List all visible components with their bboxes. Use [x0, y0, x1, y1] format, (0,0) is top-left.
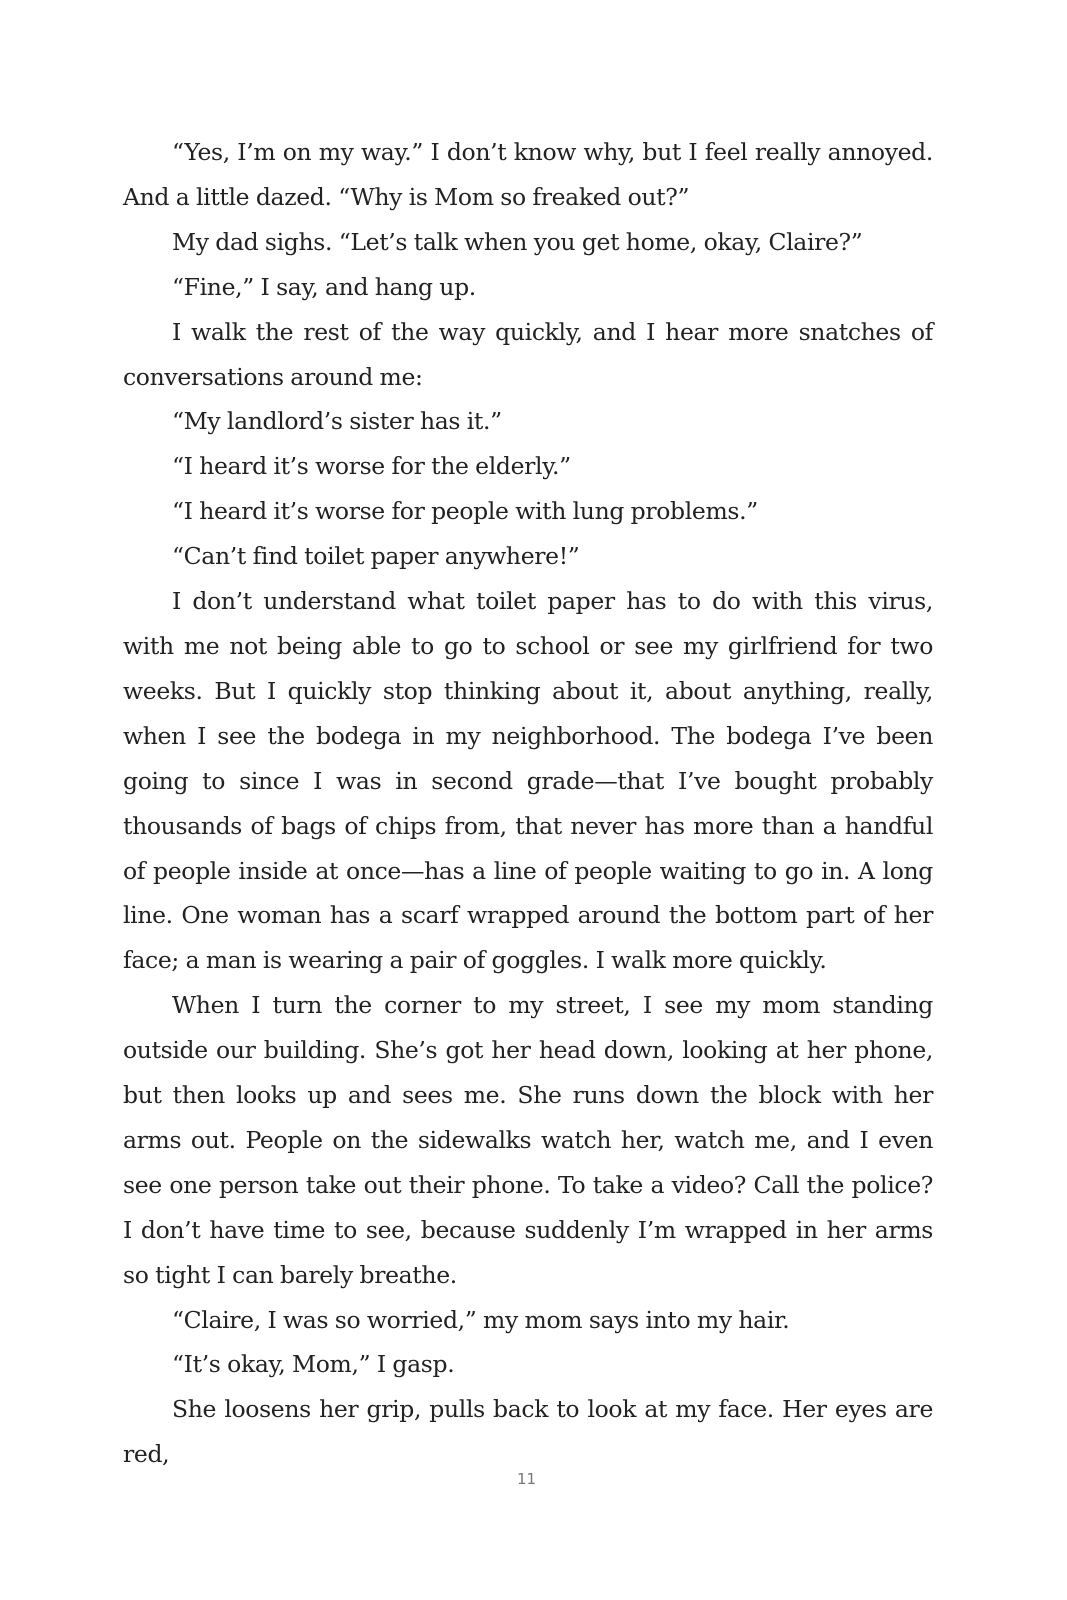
- body-text: [123, 130, 933, 1477]
- paragraph: When I turn the corner to my street, I see my mom standing outside our building. She’s got her head down, looking at her phone, but then looks up and sees me. She runs down the block with her arms out. People on the sidewalks watch her, watch me, and I even see one person take out their phone. To take a video? Call the police? I don’t have time to see, because suddenly I’m wrapped in her arms so tight I can barely breathe.: [123, 991, 933, 1289]
- paragraph: “Fine,” I say, and hang up.: [172, 272, 476, 301]
- paragraph: “My landlord’s sister has it.”: [172, 407, 502, 436]
- paragraph: “I heard it’s worse for people with lung problems.”: [172, 497, 758, 526]
- paragraph: “Claire, I was so worried,” my mom says into my hair.: [172, 1305, 790, 1334]
- paragraph: “Can’t find toilet paper anywhere!”: [172, 542, 580, 571]
- paragraph: I walk the rest of the way quickly, and I hear more snatches of conversations around me:: [123, 317, 933, 391]
- paragraph: My dad sighs. “Let’s talk when you get home, okay, Claire?”: [172, 227, 863, 256]
- paragraph: “It’s okay, Mom,” I gasp.: [172, 1350, 455, 1379]
- paragraph: I don’t understand what toilet paper has to do with this virus, with me not being able to go to school or see my girlfriend for two weeks. But I quickly stop thinking about it, about anything, really, when I see the bodega in my neighborhood. The bodega I’ve been going to since I was in second grade—that I’ve bought probably thousands of bags of chips from, that never has more than a handful of people inside at once—has a line of people waiting to go in. A long line. One woman has a scarf wrapped around the bottom part of her face; a man is wearing a pair of goggles. I walk more quickly.: [123, 587, 933, 975]
- paragraph: “Yes, I’m on my way.” I don’t know why, but I feel really annoyed. And a little dazed. “Why is Mom so freaked out?”: [123, 138, 933, 211]
- page-number: 11: [516, 1470, 537, 1488]
- paragraph: “I heard it’s worse for the elderly.”: [172, 452, 571, 481]
- paragraph: She loosens her grip, pulls back to look at my face. Her eyes are red,: [123, 1395, 933, 1469]
